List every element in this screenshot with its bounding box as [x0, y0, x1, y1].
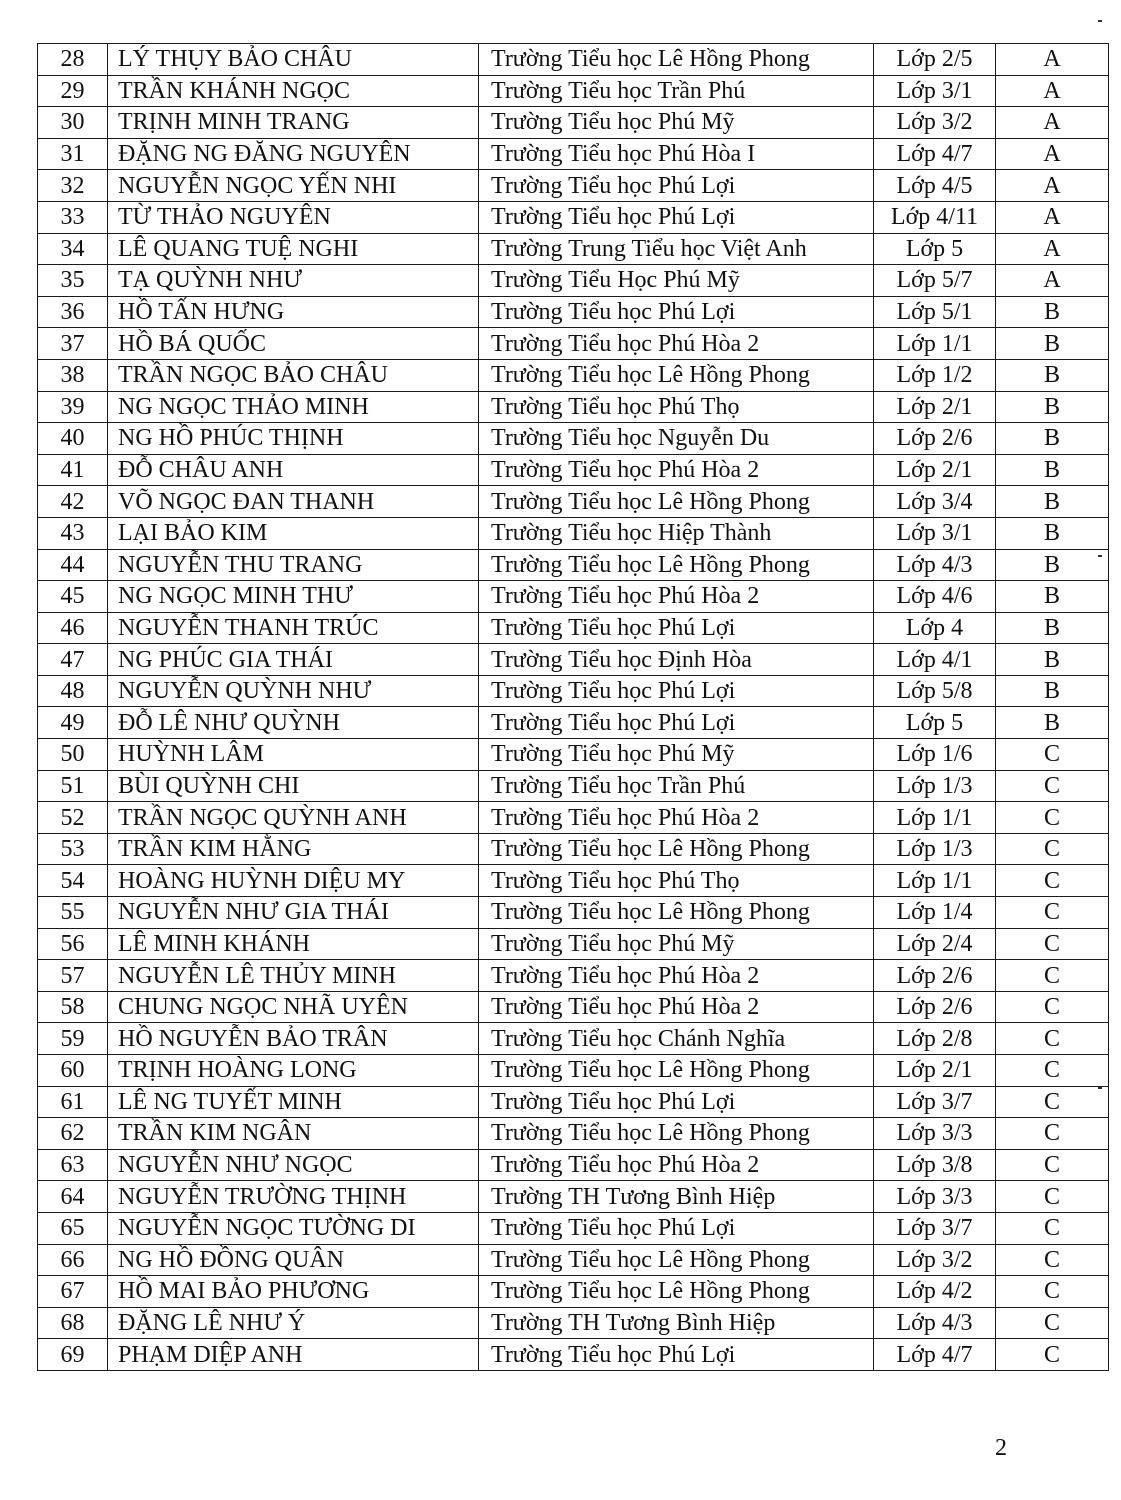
student-name: NGUYỄN TRƯỜNG THỊNH — [108, 1181, 479, 1213]
class-name: Lớp 3/3 — [874, 1118, 996, 1150]
student-table-body — [38, 44, 1109, 1371]
student-name: VÕ NGỌC ĐAN THANH — [108, 486, 479, 518]
class-name: Lớp 4/11 — [874, 201, 996, 233]
school-name: Trường Tiểu học Trần Phú — [479, 770, 874, 802]
student-name: PHẠM DIỆP ANH — [108, 1339, 479, 1371]
table-row — [38, 1149, 1109, 1181]
student-name: NGUYỄN NGỌC TƯỜNG DI — [108, 1212, 479, 1244]
student-name: ĐỖ LÊ NHƯ QUỲNH — [108, 707, 479, 739]
page-number: 2 — [995, 1435, 1007, 1461]
school-name: Trường TH Tương Bình Hiệp — [479, 1181, 874, 1213]
table-row — [38, 897, 1109, 929]
class-name: Lớp 5/8 — [874, 675, 996, 707]
student-name: ĐỖ CHÂU ANH — [108, 454, 479, 486]
school-name: Trường Tiểu học Trần Phú — [479, 75, 874, 107]
student-name: LÊ MINH KHÁNH — [108, 928, 479, 960]
rank-grade: B — [996, 328, 1109, 360]
school-name: Trường Tiểu học Phú Thọ — [479, 391, 874, 423]
scan-speck — [1098, 1087, 1102, 1089]
student-name: TRẦN KIM HẰNG — [108, 833, 479, 865]
student-name: HỒ BÁ QUỐC — [108, 328, 479, 360]
row-number: 53 — [38, 833, 108, 865]
rank-grade: C — [996, 1149, 1109, 1181]
class-name: Lớp 1/3 — [874, 770, 996, 802]
school-name: Trường Tiểu học Phú Hòa 2 — [479, 991, 874, 1023]
school-name: Trường Tiểu học Phú Lợi — [479, 296, 874, 328]
school-name: Trường Tiểu học Định Hòa — [479, 644, 874, 676]
student-name: NG HỒ ĐỒNG QUÂN — [108, 1244, 479, 1276]
school-name: Trường Tiểu học Lê Hồng Phong — [479, 549, 874, 581]
row-number: 55 — [38, 897, 108, 929]
rank-grade: A — [996, 265, 1109, 297]
row-number: 45 — [38, 581, 108, 613]
student-name: ĐẶNG LÊ NHƯ Ý — [108, 1307, 479, 1339]
class-name: Lớp 4/1 — [874, 644, 996, 676]
rank-grade: C — [996, 1086, 1109, 1118]
table-row — [38, 770, 1109, 802]
table-row — [38, 802, 1109, 834]
student-name: TRẦN NGỌC QUỲNH ANH — [108, 802, 479, 834]
rank-grade: C — [996, 1118, 1109, 1150]
table-row — [38, 201, 1109, 233]
row-number: 42 — [38, 486, 108, 518]
student-name: TẠ QUỲNH NHƯ — [108, 265, 479, 297]
row-number: 46 — [38, 612, 108, 644]
student-name: NGUYỄN THU TRANG — [108, 549, 479, 581]
class-name: Lớp 4/2 — [874, 1276, 996, 1308]
student-name: HỒ MAI BẢO PHƯƠNG — [108, 1276, 479, 1308]
class-name: Lớp 3/3 — [874, 1181, 996, 1213]
rank-grade: A — [996, 170, 1109, 202]
class-name: Lớp 3/4 — [874, 486, 996, 518]
rank-grade: C — [996, 1276, 1109, 1308]
row-number: 50 — [38, 739, 108, 771]
student-name: TRỊNH HOÀNG LONG — [108, 1055, 479, 1087]
school-name: Trường Tiểu học Phú Lợi — [479, 1339, 874, 1371]
student-name: NGUYỄN QUỲNH NHƯ — [108, 675, 479, 707]
table-row — [38, 107, 1109, 139]
student-name: TRẦN KIM NGÂN — [108, 1118, 479, 1150]
class-name: Lớp 4/6 — [874, 581, 996, 613]
row-number: 41 — [38, 454, 108, 486]
row-number: 67 — [38, 1276, 108, 1308]
class-name: Lớp 2/5 — [874, 44, 996, 76]
rank-grade: C — [996, 1055, 1109, 1087]
school-name: Trường TH Tương Bình Hiệp — [479, 1307, 874, 1339]
rank-grade: B — [996, 644, 1109, 676]
rank-grade: B — [996, 581, 1109, 613]
student-name: LẠI BẢO KIM — [108, 517, 479, 549]
class-name: Lớp 4/3 — [874, 1307, 996, 1339]
table-row — [38, 1023, 1109, 1055]
student-table — [37, 43, 1109, 1371]
student-name: NG PHÚC GIA THÁI — [108, 644, 479, 676]
table-row — [38, 1181, 1109, 1213]
table-row — [38, 1244, 1109, 1276]
rank-grade: B — [996, 359, 1109, 391]
school-name: Trường Tiểu học Phú Hòa 2 — [479, 1149, 874, 1181]
rank-grade: B — [996, 707, 1109, 739]
table-row — [38, 960, 1109, 992]
row-number: 68 — [38, 1307, 108, 1339]
table-row — [38, 517, 1109, 549]
student-name: HỒ TẤN HƯNG — [108, 296, 479, 328]
school-name: Trường Tiểu học Phú Mỹ — [479, 107, 874, 139]
school-name: Trường Tiểu học Phú Mỹ — [479, 739, 874, 771]
school-name: Trường Tiểu học Lê Hồng Phong — [479, 44, 874, 76]
row-number: 43 — [38, 517, 108, 549]
class-name: Lớp 4/7 — [874, 138, 996, 170]
table-row — [38, 1055, 1109, 1087]
student-name: NGUYỄN NHƯ GIA THÁI — [108, 897, 479, 929]
rank-grade: C — [996, 1339, 1109, 1371]
row-number: 58 — [38, 991, 108, 1023]
rank-grade: B — [996, 454, 1109, 486]
student-list-sheet — [37, 43, 1108, 1371]
table-row — [38, 612, 1109, 644]
table-row — [38, 644, 1109, 676]
row-number: 47 — [38, 644, 108, 676]
school-name: Trường Tiểu học Phú Hòa 2 — [479, 328, 874, 360]
row-number: 37 — [38, 328, 108, 360]
table-row — [38, 675, 1109, 707]
rank-grade: B — [996, 612, 1109, 644]
table-row — [38, 328, 1109, 360]
class-name: Lớp 1/1 — [874, 865, 996, 897]
table-row — [38, 739, 1109, 771]
class-name: Lớp 4/5 — [874, 170, 996, 202]
school-name: Trường Tiểu học Phú Hòa 2 — [479, 454, 874, 486]
rank-grade: C — [996, 739, 1109, 771]
student-name: TRỊNH MINH TRANG — [108, 107, 479, 139]
table-row — [38, 75, 1109, 107]
school-name: Trường Tiểu học Phú Lợi — [479, 170, 874, 202]
school-name: Trường Tiểu học Lê Hồng Phong — [479, 833, 874, 865]
row-number: 44 — [38, 549, 108, 581]
school-name: Trường Tiểu học Chánh Nghĩa — [479, 1023, 874, 1055]
student-name: NG NGỌC THẢO MINH — [108, 391, 479, 423]
student-name: TỪ THẢO NGUYÊN — [108, 201, 479, 233]
rank-grade: A — [996, 107, 1109, 139]
table-row — [38, 1307, 1109, 1339]
class-name: Lớp 3/7 — [874, 1212, 996, 1244]
school-name: Trường Tiểu học Lê Hồng Phong — [479, 359, 874, 391]
row-number: 40 — [38, 423, 108, 455]
class-name: Lớp 5/1 — [874, 296, 996, 328]
school-name: Trường Tiểu học Phú Mỹ — [479, 928, 874, 960]
student-name: NGUYỄN NGỌC YẾN NHI — [108, 170, 479, 202]
rank-grade: C — [996, 833, 1109, 865]
row-number: 35 — [38, 265, 108, 297]
student-name: BÙI QUỲNH CHI — [108, 770, 479, 802]
school-name: Trường Tiểu học Phú Hòa I — [479, 138, 874, 170]
table-row — [38, 486, 1109, 518]
rank-grade: B — [996, 517, 1109, 549]
table-row — [38, 581, 1109, 613]
rank-grade: A — [996, 138, 1109, 170]
table-row — [38, 1118, 1109, 1150]
table-row — [38, 233, 1109, 265]
school-name: Trường Tiểu học Phú Lợi — [479, 1086, 874, 1118]
student-name: HOÀNG HUỲNH DIỆU MY — [108, 865, 479, 897]
rank-grade: A — [996, 233, 1109, 265]
school-name: Trường Tiểu học Lê Hồng Phong — [479, 1055, 874, 1087]
student-name: NGUYỄN LÊ THỦY MINH — [108, 960, 479, 992]
school-name: Trường Tiểu học Phú Thọ — [479, 865, 874, 897]
row-number: 33 — [38, 201, 108, 233]
school-name: Trường Tiểu học Phú Hòa 2 — [479, 960, 874, 992]
student-name: TRẦN NGỌC BẢO CHÂU — [108, 359, 479, 391]
rank-grade: B — [996, 296, 1109, 328]
school-name: Trường Tiểu học Lê Hồng Phong — [479, 486, 874, 518]
rank-grade: C — [996, 960, 1109, 992]
rank-grade: C — [996, 1181, 1109, 1213]
class-name: Lớp 5 — [874, 707, 996, 739]
class-name: Lớp 1/6 — [874, 739, 996, 771]
school-name: Trường Tiểu học Lê Hồng Phong — [479, 1276, 874, 1308]
rank-grade: C — [996, 991, 1109, 1023]
table-row — [38, 296, 1109, 328]
school-name: Trường Tiểu học Hiệp Thành — [479, 517, 874, 549]
row-number: 48 — [38, 675, 108, 707]
row-number: 54 — [38, 865, 108, 897]
table-row — [38, 138, 1109, 170]
row-number: 34 — [38, 233, 108, 265]
student-name: NGUYỄN THANH TRÚC — [108, 612, 479, 644]
table-row — [38, 1086, 1109, 1118]
row-number: 61 — [38, 1086, 108, 1118]
class-name: Lớp 2/1 — [874, 454, 996, 486]
rank-grade: C — [996, 928, 1109, 960]
row-number: 63 — [38, 1149, 108, 1181]
table-row — [38, 423, 1109, 455]
student-name: HUỲNH LÂM — [108, 739, 479, 771]
row-number: 31 — [38, 138, 108, 170]
rank-grade: C — [996, 897, 1109, 929]
rank-grade: B — [996, 549, 1109, 581]
student-name: ĐẶNG NG ĐĂNG NGUYÊN — [108, 138, 479, 170]
student-name: LÊ NG TUYẾT MINH — [108, 1086, 479, 1118]
row-number: 60 — [38, 1055, 108, 1087]
class-name: Lớp 1/4 — [874, 897, 996, 929]
class-name: Lớp 5/7 — [874, 265, 996, 297]
class-name: Lớp 2/6 — [874, 960, 996, 992]
table-row — [38, 1339, 1109, 1371]
table-row — [38, 833, 1109, 865]
student-name: LÝ THỤY BẢO CHÂU — [108, 44, 479, 76]
class-name: Lớp 3/7 — [874, 1086, 996, 1118]
row-number: 39 — [38, 391, 108, 423]
rank-grade: A — [996, 201, 1109, 233]
rank-grade: B — [996, 486, 1109, 518]
class-name: Lớp 3/1 — [874, 517, 996, 549]
school-name: Trường Tiểu học Phú Lợi — [479, 1212, 874, 1244]
rank-grade: C — [996, 1212, 1109, 1244]
rank-grade: B — [996, 391, 1109, 423]
school-name: Trường Tiểu học Phú Hòa 2 — [479, 581, 874, 613]
class-name: Lớp 2/6 — [874, 423, 996, 455]
row-number: 51 — [38, 770, 108, 802]
class-name: Lớp 3/8 — [874, 1149, 996, 1181]
row-number: 64 — [38, 1181, 108, 1213]
school-name: Trường Tiểu học Phú Lợi — [479, 675, 874, 707]
class-name: Lớp 1/3 — [874, 833, 996, 865]
row-number: 57 — [38, 960, 108, 992]
student-name: TRẦN KHÁNH NGỌC — [108, 75, 479, 107]
class-name: Lớp 1/1 — [874, 802, 996, 834]
rank-grade: A — [996, 44, 1109, 76]
class-name: Lớp 3/2 — [874, 1244, 996, 1276]
class-name: Lớp 2/8 — [874, 1023, 996, 1055]
school-name: Trường Tiểu học Phú Hòa 2 — [479, 802, 874, 834]
table-row — [38, 391, 1109, 423]
table-row — [38, 707, 1109, 739]
row-number: 66 — [38, 1244, 108, 1276]
rank-grade: C — [996, 770, 1109, 802]
row-number: 62 — [38, 1118, 108, 1150]
table-row — [38, 44, 1109, 76]
student-name: NG HỒ PHÚC THỊNH — [108, 423, 479, 455]
table-row — [38, 928, 1109, 960]
school-name: Trường Tiểu học Nguyễn Du — [479, 423, 874, 455]
class-name: Lớp 2/6 — [874, 991, 996, 1023]
class-name: Lớp 2/1 — [874, 1055, 996, 1087]
rank-grade: C — [996, 1023, 1109, 1055]
class-name: Lớp 2/4 — [874, 928, 996, 960]
class-name: Lớp 3/1 — [874, 75, 996, 107]
row-number: 56 — [38, 928, 108, 960]
table-row — [38, 991, 1109, 1023]
table-row — [38, 549, 1109, 581]
row-number: 69 — [38, 1339, 108, 1371]
class-name: Lớp 1/1 — [874, 328, 996, 360]
school-name: Trường Tiểu học Lê Hồng Phong — [479, 1244, 874, 1276]
scan-speck — [1098, 555, 1102, 557]
class-name: Lớp 3/2 — [874, 107, 996, 139]
table-row — [38, 1212, 1109, 1244]
table-row — [38, 265, 1109, 297]
student-name: CHUNG NGỌC NHÃ UYÊN — [108, 991, 479, 1023]
row-number: 30 — [38, 107, 108, 139]
table-row — [38, 170, 1109, 202]
school-name: Trường Tiểu học Lê Hồng Phong — [479, 897, 874, 929]
school-name: Trường Tiểu học Phú Lợi — [479, 612, 874, 644]
school-name: Trường Trung Tiểu học Việt Anh — [479, 233, 874, 265]
rank-grade: C — [996, 1307, 1109, 1339]
row-number: 52 — [38, 802, 108, 834]
row-number: 49 — [38, 707, 108, 739]
class-name: Lớp 2/1 — [874, 391, 996, 423]
row-number: 65 — [38, 1212, 108, 1244]
rank-grade: B — [996, 675, 1109, 707]
table-row — [38, 865, 1109, 897]
rank-grade: B — [996, 423, 1109, 455]
row-number: 38 — [38, 359, 108, 391]
scan-speck — [1098, 20, 1102, 22]
class-name: Lớp 4/7 — [874, 1339, 996, 1371]
student-name: HỒ NGUYỄN BẢO TRÂN — [108, 1023, 479, 1055]
school-name: Trường Tiểu học Lê Hồng Phong — [479, 1118, 874, 1150]
table-row — [38, 1276, 1109, 1308]
row-number: 36 — [38, 296, 108, 328]
student-name: NG NGỌC MINH THƯ — [108, 581, 479, 613]
class-name: Lớp 5 — [874, 233, 996, 265]
class-name: Lớp 4 — [874, 612, 996, 644]
row-number: 28 — [38, 44, 108, 76]
rank-grade: C — [996, 1244, 1109, 1276]
school-name: Trường Tiểu học Phú Lợi — [479, 201, 874, 233]
row-number: 29 — [38, 75, 108, 107]
row-number: 59 — [38, 1023, 108, 1055]
row-number: 32 — [38, 170, 108, 202]
school-name: Trường Tiểu học Phú Lợi — [479, 707, 874, 739]
table-row — [38, 454, 1109, 486]
class-name: Lớp 4/3 — [874, 549, 996, 581]
rank-grade: C — [996, 865, 1109, 897]
table-row — [38, 359, 1109, 391]
student-name: LÊ QUANG TUỆ NGHI — [108, 233, 479, 265]
rank-grade: C — [996, 802, 1109, 834]
school-name: Trường Tiểu Học Phú Mỹ — [479, 265, 874, 297]
student-name: NGUYỄN NHƯ NGỌC — [108, 1149, 479, 1181]
rank-grade: A — [996, 75, 1109, 107]
class-name: Lớp 1/2 — [874, 359, 996, 391]
